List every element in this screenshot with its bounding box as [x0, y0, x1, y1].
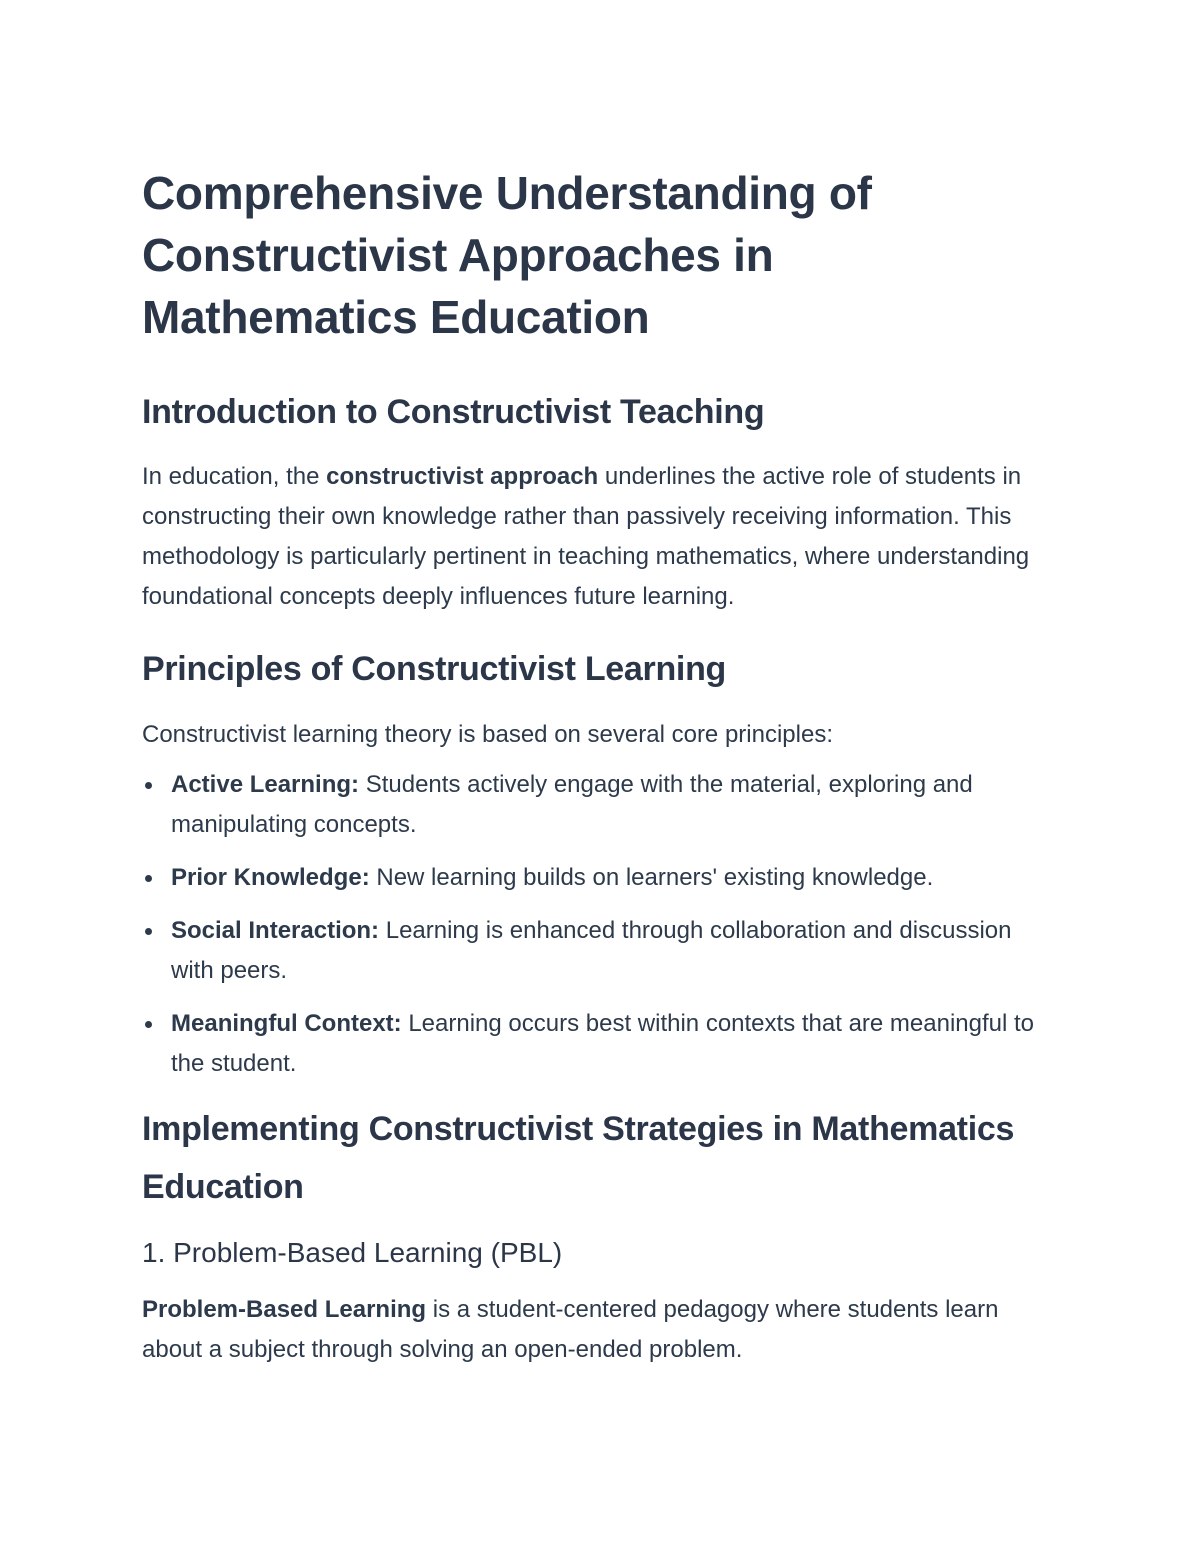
- list-item-text: New learning builds on learners' existing knowledge.: [369, 864, 934, 891]
- list-item-term: Prior Knowledge:: [171, 864, 370, 891]
- bullet-icon: [145, 1021, 152, 1028]
- pbl-heading: 1. Problem-Based Learning (PBL): [142, 1237, 563, 1268]
- list-item-term: Meaningful Context:: [171, 1010, 402, 1037]
- bullet-icon: [145, 782, 152, 789]
- pbl-text: is a student-centered pedagogy where students learn about a subject through solving an open-ended problem.: [142, 1296, 999, 1363]
- list-item: [142, 765, 1042, 845]
- pbl-paragraph: [142, 1290, 1042, 1370]
- list-item-term: Social Interaction:: [171, 917, 380, 944]
- intro-text-after: underlines the active role of students in constructing their own knowledge rather than passively receiving information. This methodology is particularly pertinent in teaching mathematics, where understanding foundational concepts deeply influences future learning.: [142, 463, 1030, 610]
- document-page: [142, 162, 1042, 1370]
- principles-lead: Constructivist learning theory is based on several core principles:: [142, 721, 833, 748]
- list-item-text: Students actively engage with the material, exploring and manipulating concepts.: [171, 771, 973, 838]
- list-item-text: Learning is enhanced through collaboration and discussion with peers.: [171, 917, 1012, 984]
- intro-text-before: In education, the: [142, 463, 327, 490]
- list-item: [142, 858, 1042, 898]
- implementing-heading: Implementing Constructivist Strategies in Mathematics Education: [142, 1110, 1015, 1206]
- principles-list: [142, 765, 1042, 1084]
- bullet-icon: [145, 875, 152, 882]
- intro-heading: Introduction to Constructivist Teaching: [142, 393, 765, 431]
- document-title: Comprehensive Understanding of Constructivist Approaches in Mathematics Education: [142, 167, 872, 343]
- intro-bold-term: constructivist approach: [326, 463, 599, 490]
- list-item-text: Learning occurs best within contexts that are meaningful to the student.: [171, 1010, 1035, 1077]
- pbl-bold-term: Problem-Based Learning: [142, 1296, 427, 1323]
- intro-paragraph: [142, 457, 1042, 617]
- principles-heading: Principles of Constructivist Learning: [142, 650, 727, 688]
- list-item: [142, 1004, 1042, 1084]
- list-item: [142, 911, 1042, 991]
- bullet-icon: [145, 928, 152, 935]
- list-item-term: Active Learning:: [171, 771, 360, 798]
